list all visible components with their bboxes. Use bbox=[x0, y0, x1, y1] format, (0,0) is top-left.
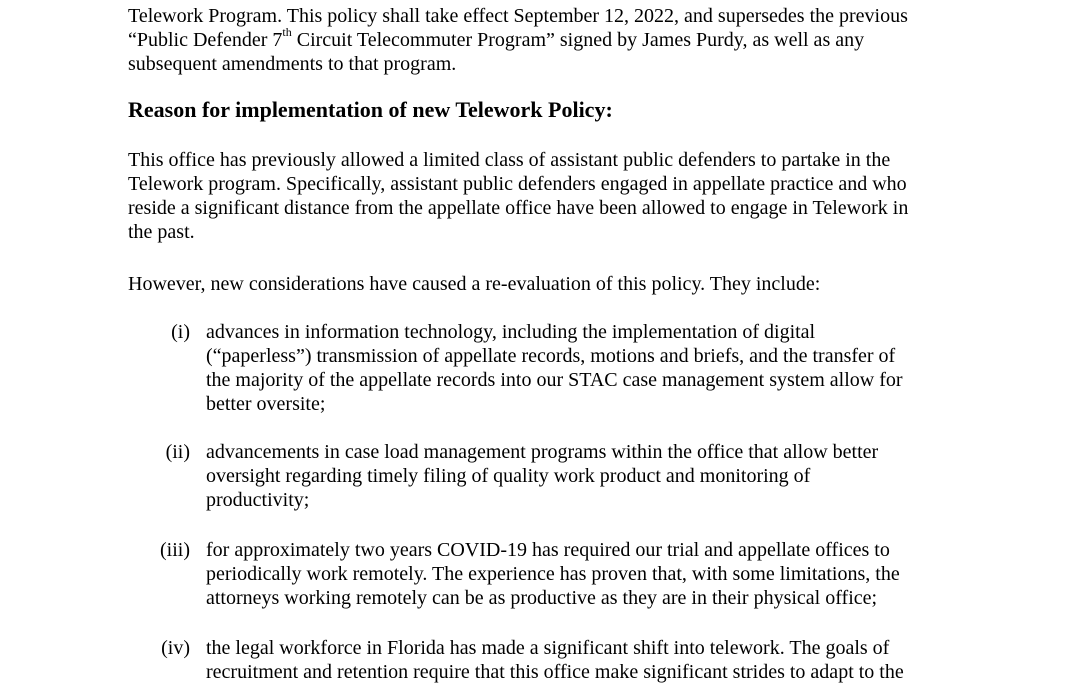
list-item-line: better oversite; bbox=[206, 393, 326, 415]
list-item-label: (ii) bbox=[165, 441, 190, 463]
intro-line-3: subsequent amendments to that program. bbox=[128, 53, 457, 75]
list-item-text bbox=[206, 440, 966, 512]
intro-line-1: Telework Program. This policy shall take effect September 12, 2022, and supersedes the previous bbox=[128, 5, 908, 27]
background-paragraph bbox=[128, 148, 956, 244]
list-item-text bbox=[206, 636, 966, 684]
list-item-line: attorneys working remotely can be as productive as they are in their physical office; bbox=[206, 587, 878, 609]
paragraph-line: This office has previously allowed a limited class of assistant public defenders to partake in the bbox=[128, 149, 891, 171]
list-item-line: advancements in case load management programs within the office that allow better bbox=[206, 441, 879, 463]
list-item-label: (i) bbox=[171, 321, 190, 343]
list-item-text bbox=[206, 320, 966, 416]
intro-line-2-end: Circuit Telecommuter Program” signed by James Purdy, as well as any bbox=[291, 29, 865, 51]
paragraph-line: the past. bbox=[128, 221, 195, 243]
list-item-line: the legal workforce in Florida has made a significant shift into telework. The goals of bbox=[206, 637, 890, 659]
intro-line-2 bbox=[128, 25, 956, 52]
list-item-label: (iv) bbox=[161, 637, 190, 659]
list-item-line: periodically work remotely. The experience has proven that, with some limitations, the bbox=[206, 563, 900, 585]
list-item-line: advances in information technology, including the implementation of digital bbox=[206, 321, 816, 343]
intro-line-2-start: “Public Defender 7 bbox=[128, 29, 283, 51]
considerations-intro: However, new considerations have caused a re-evaluation of this policy. They include: bbox=[128, 273, 821, 295]
list-item-line: the majority of the appellate records into our STAC case management system allow for bbox=[206, 369, 903, 391]
section-heading: Reason for implementation of new Telework Policy: bbox=[128, 97, 613, 122]
ordinal-suffix: th bbox=[282, 25, 292, 40]
list-item-line: recruitment and retention require that this office make significant strides to adapt to the bbox=[206, 661, 904, 683]
list-item-line: productivity; bbox=[206, 489, 310, 511]
intro-paragraph bbox=[128, 4, 956, 76]
list-item-text bbox=[206, 538, 966, 610]
paragraph-line: reside a significant distance from the appellate office have been allowed to engage in Telework in bbox=[128, 197, 909, 219]
list-item-line: for approximately two years COVID-19 has required our trial and appellate offices to bbox=[206, 539, 890, 561]
paragraph-line: Telework program. Specifically, assistant public defenders engaged in appellate practice and who bbox=[128, 173, 907, 195]
list-item-line: (“paperless”) transmission of appellate records, motions and briefs, and the transfer of bbox=[206, 345, 896, 367]
list-item-line: oversight regarding timely filing of quality work product and monitoring of bbox=[206, 465, 811, 487]
list-item-label: (iii) bbox=[160, 539, 190, 561]
